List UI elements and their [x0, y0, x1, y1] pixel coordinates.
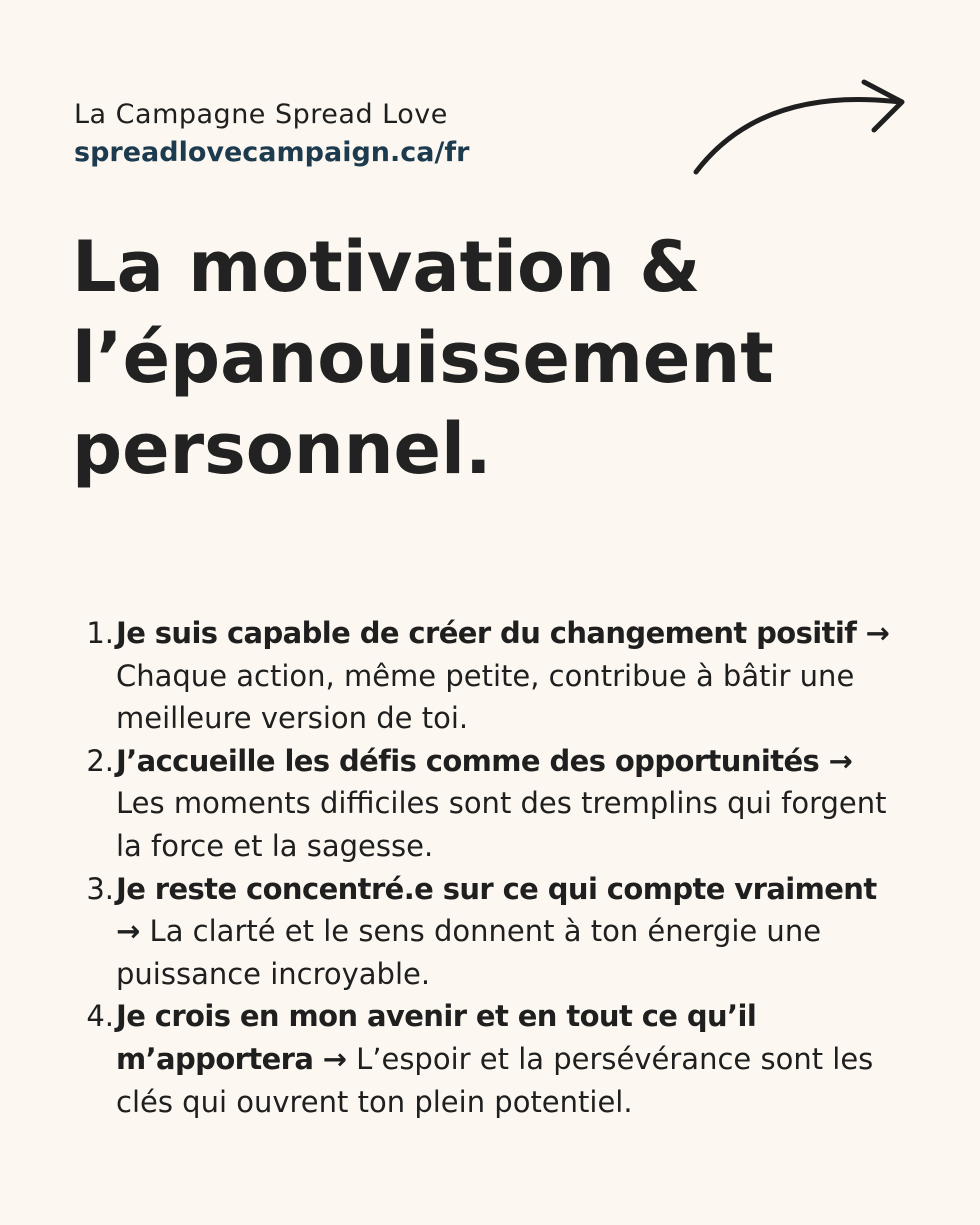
list-item-body: Chaque action, même petite, contribue à bâtir une meilleure version de toi.: [116, 658, 855, 736]
list-item: [84, 612, 904, 740]
list-item: [84, 740, 904, 868]
list-item-number: 2.: [86, 743, 114, 778]
list-item-text: [116, 868, 904, 996]
header: [74, 96, 469, 172]
list-item-body: Les moments difficiles sont des tremplins qui forgent la force et la sagesse.: [116, 786, 887, 863]
list-item-body: L’espoir et la persévérance sont les clés qui ouvrent ton plein potentiel.: [116, 1041, 874, 1119]
list-item-number: 4.: [86, 999, 114, 1034]
arrow-glyph: →: [322, 1041, 347, 1076]
arrow-glyph: →: [828, 743, 853, 778]
list-item-text: [116, 995, 904, 1123]
list-item-lead: Je crois en mon avenir et en tout ce qu’il m’apportera: [116, 999, 757, 1076]
list-item: [84, 995, 904, 1123]
curved-arrow-icon: [688, 76, 912, 180]
affirmation-list: [84, 612, 904, 1123]
list-item-text: [116, 612, 904, 740]
campaign-url[interactable]: spreadlovecampaign.ca/fr: [74, 137, 470, 168]
page-title: [72, 222, 952, 495]
arrow-glyph: →: [865, 616, 890, 650]
title-line-1: La motivation &: [72, 226, 701, 308]
campaign-name: La Campagne Spread Love: [74, 99, 448, 130]
title-line-2: l’épanouissement: [72, 317, 774, 399]
arrow-glyph: →: [116, 914, 141, 949]
title-line-3: personnel.: [72, 408, 492, 490]
list-item-lead: Je reste concentré.e sur ce qui compte vraiment: [116, 871, 877, 906]
list-item-body: La clarté et le sens donnent à ton énergie une puissance incroyable.: [116, 914, 822, 991]
list-item-lead: Je suis capable de créer du changement positif: [116, 616, 857, 650]
list-item-number: 1.: [86, 616, 114, 650]
list-item-text: [116, 740, 904, 868]
list-item-lead: J’accueille les défis comme des opportunités: [116, 743, 820, 778]
list-item-number: 3.: [86, 871, 114, 906]
list-item: [84, 868, 904, 996]
